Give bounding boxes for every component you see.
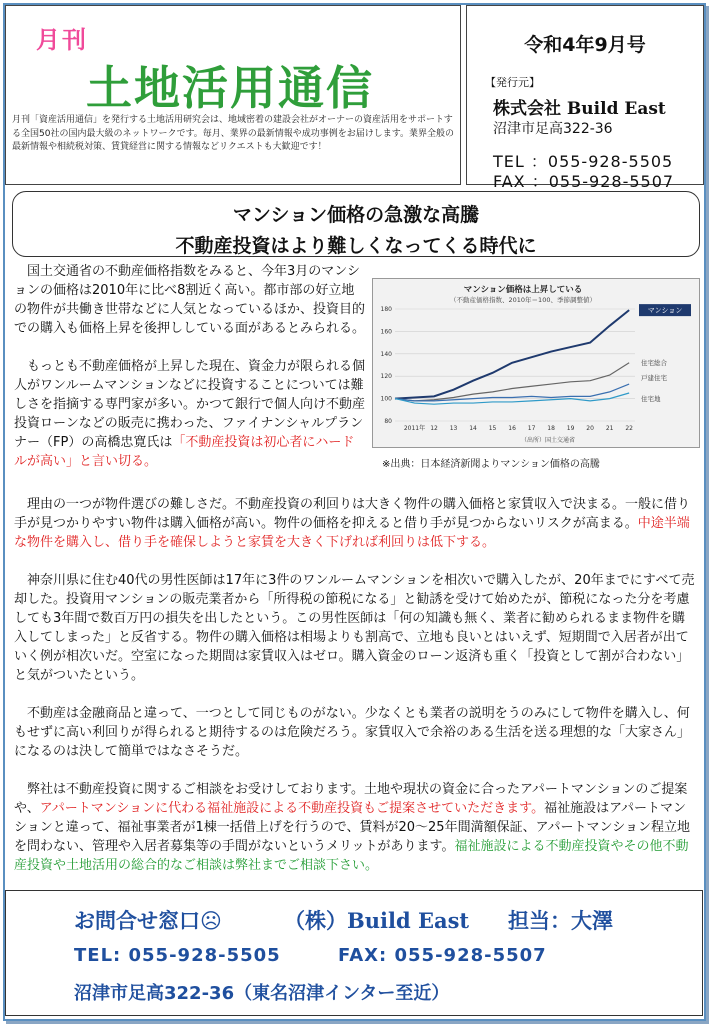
chart-x-tick: 16 [508, 425, 516, 432]
issue-date: 令和4年9月号 [524, 34, 646, 56]
paragraph-6-text-b: 福祉施設はアパートマンションと違って、福祉事業者が1棟一括借上げを行うので、賃料が20～25年間満額保証、アパートマンション程立地を問わない、管理や入居者募集等の手間がないというメリットがあります。 [14, 801, 690, 854]
headline-line-1: マンション価格の急激な高騰 [232, 204, 480, 226]
article-paragraph-6 [14, 780, 696, 875]
chart-x-tick: 15 [488, 425, 497, 432]
chart-svg [373, 279, 699, 447]
chart-x-tick: 20 [586, 425, 594, 432]
chart-y-tick: 180 [380, 306, 392, 313]
chart-y-tick: 140 [380, 350, 392, 358]
monthly-label: 月刊 [36, 26, 88, 54]
chart-source-note: （出所）国土交通省 [520, 437, 576, 444]
chart-series-label: 住宅地 [641, 395, 661, 403]
contact-box [5, 890, 703, 1016]
chart-series-line [395, 310, 629, 398]
article-body [14, 495, 696, 894]
publisher-address: 沼津市足高322-36 [493, 121, 613, 137]
paragraph-6-green: 福祉施設による不動産投資やその他不動産投資や土地活用の総合的なご相談は弊社までご相談下さい。 [14, 839, 689, 873]
price-index-chart [372, 278, 700, 448]
paragraph-3-highlight: 中途半端な物件を購入し、借り手を確保しようと家賃を大きく下げれば利回りは低下する。 [14, 516, 690, 550]
article-paragraph-3 [14, 495, 696, 552]
chart-x-tick: 19 [566, 425, 575, 432]
chart-series-label: 住宅総合 [641, 358, 667, 367]
chart-grid [381, 306, 635, 432]
article-paragraph-5: 不動産は金融商品と違って、一つとして同じものがない。少なくとも業者の説明をうのみにして物件を購入し、何もせずに高い利回りが得られると期待するのは危険だろう。家賃収入で余裕のある生活を送る理想的な「大家さん」になるのは決して簡単ではなさそうだ。 [14, 706, 691, 759]
chart-x-tick: 21 [605, 425, 614, 432]
chart-lines [395, 310, 629, 404]
chart-labels [639, 304, 691, 403]
contact-company: （株）Build East [284, 908, 470, 933]
contact-tel[interactable]: TEL: 055-928-5505 [74, 945, 281, 966]
newsletter-intro: 月刊「資産活用通信」を発行する土地活用研究会は、地域密着の建設会社がオーナーの資産活用をサポートする全国50社の国内最大級のネットワークです。毎月、業界の最新情報や成功事例をお届けします。業界全般の最新情報や相続税対策、賃貸経営に関する情報などリクエストも大歓迎です！ [12, 115, 455, 152]
article-headline [12, 191, 700, 257]
headline-line-2: 不動産投資はより難しくなってくる時代に [175, 235, 537, 257]
chart-x-tick: 22 [625, 425, 633, 432]
chart-caption: ※出典：日本経済新聞よりマンション価格の高騰 [382, 459, 600, 470]
paragraph-2-text: もっとも不動産価格が上昇した現在、資金力が限られる個人がワンルームマンションなどに投資することについては難しさを指摘する専門家が多い。かつて銀行で個人向け不動産投資ローンなどの販売に携わった、ファイナンシャルプランナー（FP）の高橋忠寛氏は [14, 359, 366, 450]
chart-x-tick: 18 [547, 425, 555, 432]
article-paragraph-4: 神奈川県に住む40代の男性医師は17年に3件のワンルームマンションを相次いで購入したが、20年までにすべて売却した。投資用マンションの販売業者から「所得税の節税になる」と勧誘を受けて始めたが、節税になった分を考慮しても3年間で数百万円の損失を出したという。この男性医師は「何の知識も無く、業者に勧められるまま物件を購入してしまった」と反省する。物件の購入価格は相場よりも割高で、立地も良いとはいえず、短期間で入居者が出ていく例が相次いだ。空室になった期間は家賃収入はゼロ。購入資金のローン返済も重く「投資として割が合わない」と気がついたという。 [14, 573, 695, 683]
chart-series-label [639, 304, 691, 316]
chart-title: マンション価格は上昇している [463, 285, 583, 295]
publisher-panel [466, 5, 704, 191]
masthead-panel [5, 5, 461, 185]
contact-person: 担当：大澤 [508, 909, 613, 933]
chart-x-tick: 12 [430, 425, 438, 432]
chart-series-label: 戸建住宅 [641, 374, 667, 383]
paragraph-2-highlight: 「不動産投資は初心者にハードルが高い」と言い切る。 [14, 435, 355, 469]
publisher-tel: TEL ：055-928-5505 [493, 152, 674, 171]
paragraph-3-text: 理由の一つが物件選びの難しさだ。不動産投資の利回りは大きく物件の購入価格と家賃収入で決まる。一般に借り手が見つかりやすい物件は購入価格が高い。物件の価格を抑えると借り手が見つからないリスクが高まる。 [14, 497, 691, 531]
publisher-fax: FAX ：055-928-5507 [493, 172, 675, 191]
chart-x-tick: 2011年 [403, 425, 426, 432]
article-paragraph-2 [14, 357, 366, 471]
chart-y-tick: 80 [384, 418, 392, 425]
chart-subtitle: （不動産価格指数、2010年＝100、季節調整値） [450, 296, 596, 304]
paragraph-6-text-a: 弊社は不動産投資に関するご相談をお受けしております。土地や現状の資金に合ったアパートマンションのご提案や、 [14, 782, 688, 816]
publisher-company: 株式会社 Build East [493, 99, 666, 119]
paragraph-6-highlight: アパートマンションに代わる福祉施設による不動産投資もご提案させていただきます。 [39, 801, 545, 816]
chart-x-tick: 13 [449, 425, 458, 432]
chart-y-tick: 100 [380, 395, 392, 403]
newsletter-title: 土地活用通信 [86, 61, 374, 115]
chart-y-tick: 120 [380, 373, 392, 381]
contact-fax: FAX: 055-928-5507 [338, 945, 547, 966]
chart-x-tick: 14 [469, 425, 477, 432]
publisher-label: 【発行元】 [485, 76, 540, 89]
chart-series-name: マンション [647, 306, 683, 315]
chart-y-tick: 160 [380, 328, 392, 336]
chart-x-tick: 17 [527, 425, 536, 432]
contact-title: お問合せ窓口☹ [74, 909, 222, 933]
article-left-column [14, 262, 366, 490]
contact-address: 沼津市足高322-36（東名沼津インター至近） [74, 983, 450, 1004]
article-paragraph-1: 国土交通省の不動産価格指数をみると、今年3月のマンションの価格は2010年に比べ8割近く高い。都市部の好立地の物件が共働き世帯などに人気となっているほか、投資目的での購入も価格上昇を後押ししている面があるとみられる。 [14, 264, 366, 336]
